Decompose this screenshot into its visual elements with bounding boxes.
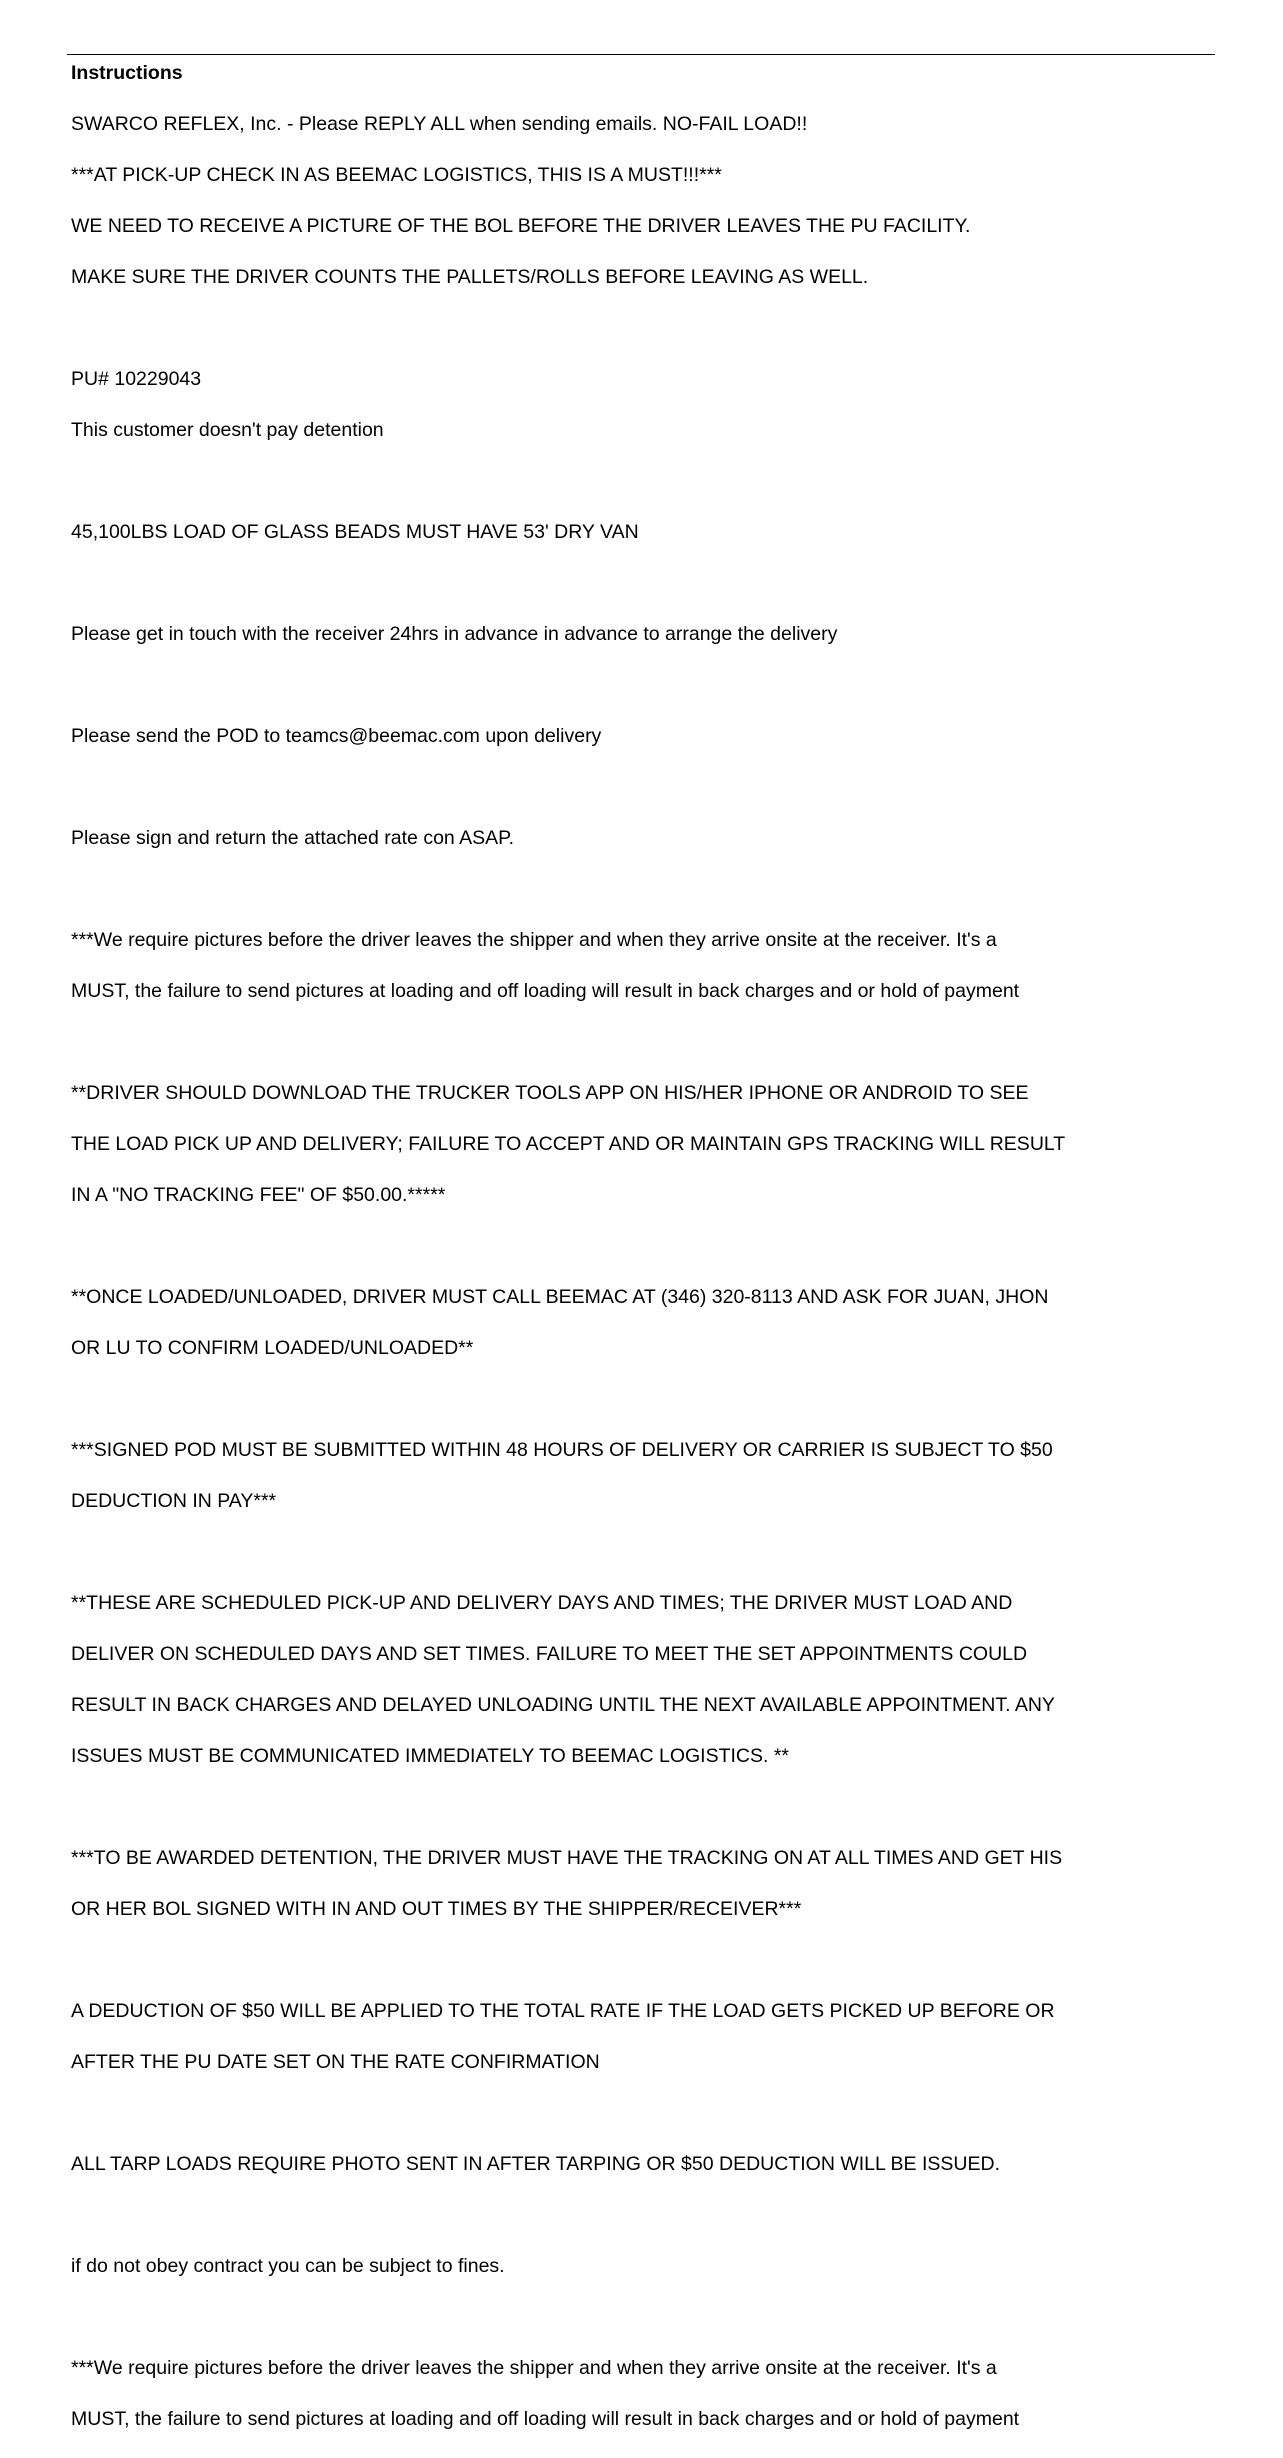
paragraph-pictures-requirement bbox=[71, 903, 1221, 1031]
paragraph-pickup-number bbox=[71, 342, 1221, 470]
text-line: Please send the POD to teamcs@beemac.com upon delivery bbox=[71, 724, 1221, 750]
text-line: WE NEED TO RECEIVE A PICTURE OF THE BOL BEFORE THE DRIVER LEAVES THE PU FACILITY. bbox=[71, 214, 1221, 240]
paragraph-pictures-requirement-repeat bbox=[71, 2331, 1221, 2458]
paragraph-call-beemac bbox=[71, 1260, 1221, 1388]
paragraph-fines bbox=[71, 2229, 1221, 2306]
text-line: **THESE ARE SCHEDULED PICK-UP AND DELIVERY DAYS AND TIMES; THE DRIVER MUST LOAD AND bbox=[71, 1591, 1221, 1617]
text-line: if do not obey contract you can be subject to fines. bbox=[71, 2254, 1221, 2280]
text-line: ***SIGNED POD MUST BE SUBMITTED WITHIN 48 HOURS OF DELIVERY OR CARRIER IS SUBJECT TO $50 bbox=[71, 1438, 1221, 1464]
text-line: ***TO BE AWARDED DETENTION, THE DRIVER MUST HAVE THE TRACKING ON AT ALL TIMES AND GET HIS bbox=[71, 1846, 1221, 1872]
text-line: 45,100LBS LOAD OF GLASS BEADS MUST HAVE 53' DRY VAN bbox=[71, 520, 1221, 546]
paragraph-scheduled-times bbox=[71, 1566, 1221, 1796]
paragraph-receiver-contact bbox=[71, 597, 1221, 674]
text-line: ALL TARP LOADS REQUIRE PHOTO SENT IN AFTER TARPING OR $50 DEDUCTION WILL BE ISSUED. bbox=[71, 2152, 1221, 2178]
text-line: A DEDUCTION OF $50 WILL BE APPLIED TO THE TOTAL RATE IF THE LOAD GETS PICKED UP BEFORE OR bbox=[71, 1999, 1221, 2025]
text-line: MUST, the failure to send pictures at loading and off loading will result in back charges and or hold of payment bbox=[71, 2407, 1221, 2433]
paragraph-customer-notes bbox=[71, 87, 1221, 317]
text-line: AFTER THE PU DATE SET ON THE RATE CONFIRMATION bbox=[71, 2050, 1221, 2076]
paragraph-pod-email bbox=[71, 699, 1221, 776]
text-line: ***We require pictures before the driver leaves the shipper and when they arrive onsite at the receiver. It's a bbox=[71, 2356, 1221, 2382]
text-line: THE LOAD PICK UP AND DELIVERY; FAILURE TO ACCEPT AND OR MAINTAIN GPS TRACKING WILL RESULT bbox=[71, 1132, 1221, 1158]
text-line: ISSUES MUST BE COMMUNICATED IMMEDIATELY TO BEEMAC LOGISTICS. ** bbox=[71, 1744, 1221, 1770]
text-line: **DRIVER SHOULD DOWNLOAD THE TRUCKER TOOLS APP ON HIS/HER IPHONE OR ANDROID TO SEE bbox=[71, 1081, 1221, 1107]
instructions-section bbox=[71, 61, 1221, 2458]
text-line: Please sign and return the attached rate con ASAP. bbox=[71, 826, 1221, 852]
paragraph-tracking-app bbox=[71, 1056, 1221, 1235]
paragraph-tarp-loads bbox=[71, 2127, 1221, 2204]
text-line: Please get in touch with the receiver 24hrs in advance in advance to arrange the delivery bbox=[71, 622, 1221, 648]
text-line: ***We require pictures before the driver leaves the shipper and when they arrive onsite at the receiver. It's a bbox=[71, 928, 1221, 954]
text-line: OR LU TO CONFIRM LOADED/UNLOADED** bbox=[71, 1336, 1221, 1362]
text-line: MUST, the failure to send pictures at loading and off loading will result in back charges and or hold of payment bbox=[71, 979, 1221, 1005]
paragraph-rate-con bbox=[71, 801, 1221, 878]
paragraph-load-description bbox=[71, 495, 1221, 572]
detention-note: This customer doesn't pay detention bbox=[71, 418, 1221, 444]
text-line: DELIVER ON SCHEDULED DAYS AND SET TIMES. FAILURE TO MEET THE SET APPOINTMENTS COULD bbox=[71, 1642, 1221, 1668]
text-line: ***AT PICK-UP CHECK IN AS BEEMAC LOGISTICS, THIS IS A MUST!!!*** bbox=[71, 163, 1221, 189]
text-line: SWARCO REFLEX, Inc. - Please REPLY ALL when sending emails. NO-FAIL LOAD!! bbox=[71, 112, 1221, 138]
paragraph-detention-award bbox=[71, 1821, 1221, 1949]
instructions-heading: Instructions bbox=[71, 61, 1221, 87]
paragraph-signed-pod bbox=[71, 1413, 1221, 1541]
text-line: DEDUCTION IN PAY*** bbox=[71, 1489, 1221, 1515]
top-divider-line bbox=[67, 54, 1215, 55]
text-line: **ONCE LOADED/UNLOADED, DRIVER MUST CALL BEEMAC AT (346) 320-8113 AND ASK FOR JUAN, JHON bbox=[71, 1285, 1221, 1311]
text-line: RESULT IN BACK CHARGES AND DELAYED UNLOADING UNTIL THE NEXT AVAILABLE APPOINTMENT. ANY bbox=[71, 1693, 1221, 1719]
text-line: IN A "NO TRACKING FEE" OF $50.00.***** bbox=[71, 1183, 1221, 1209]
paragraph-pu-date-deduction bbox=[71, 1974, 1221, 2102]
pickup-number: PU# 10229043 bbox=[71, 367, 1221, 393]
text-line: OR HER BOL SIGNED WITH IN AND OUT TIMES BY THE SHIPPER/RECEIVER*** bbox=[71, 1897, 1221, 1923]
text-line: MAKE SURE THE DRIVER COUNTS THE PALLETS/ROLLS BEFORE LEAVING AS WELL. bbox=[71, 265, 1221, 291]
